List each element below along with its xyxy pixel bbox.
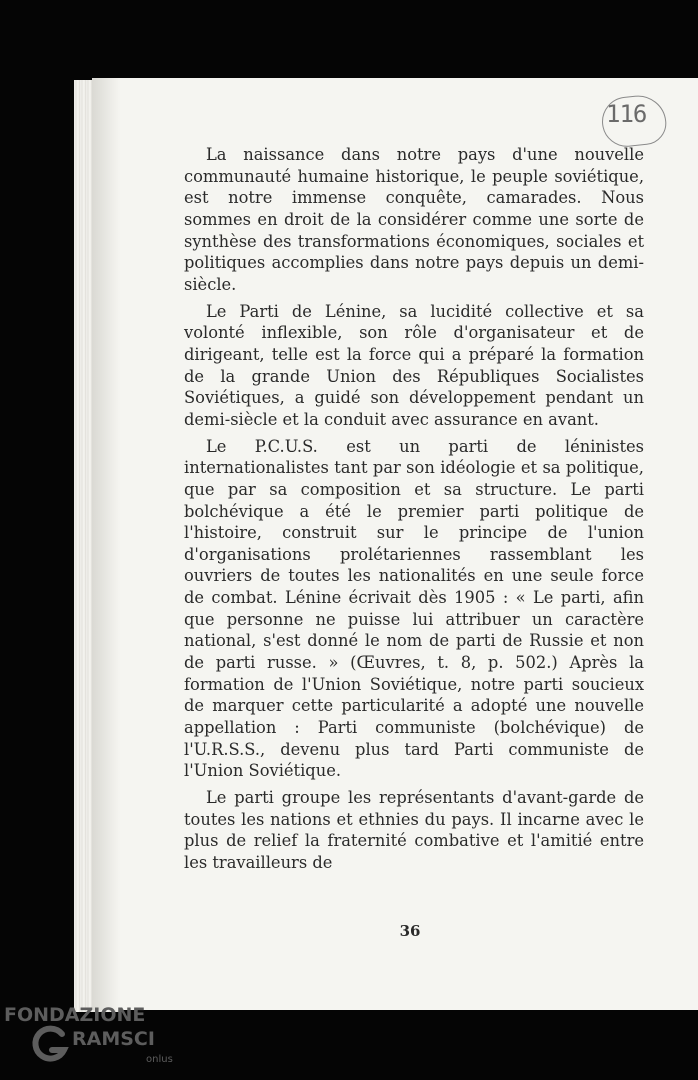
- logo-line-1: FONDAZIONE: [4, 1004, 146, 1026]
- logo-subtitle: onlus: [146, 1054, 173, 1065]
- handwritten-folio-number: 116: [606, 100, 647, 128]
- body-text: [184, 144, 644, 879]
- page-gutter-shadow: [92, 78, 120, 1010]
- paragraph-4: Le parti groupe les représentants d'avant-garde de toutes les nations et ethnies du pays. Il incarne avec le plus de relief la fraternité combative et l'amitié entre les travailleurs de: [184, 788, 644, 872]
- logo-g-icon: [28, 1022, 72, 1066]
- fondazione-gramsci-logo: [4, 1004, 184, 1074]
- paragraph-1: La naissance dans notre pays d'une nouvelle communauté humaine historique, le peuple soviétique, est notre immense conquête, camarades. Nous sommes en droit de la considérer comme une sorte de synthèse des transformations économiques, sociales et politiques accomplies dans notre pays depuis un demi-siècle.: [184, 145, 644, 294]
- logo-line-2: RAMSCI: [72, 1028, 155, 1050]
- paragraph-2: Le Parti de Lénine, sa lucidité collective et sa volonté inflexible, son rôle d'organisateur et de dirigeant, telle est la force qui a préparé la formation de la grande Union des Républiques Socialistes Soviétiques, a guidé son développement pendant un demi-siècle et la conduit avec assurance en avant.: [184, 301, 644, 429]
- page-number: 36: [399, 922, 421, 940]
- paragraph-3: Le P.C.U.S. est un parti de léninistes internationalistes tant par son idéologie et sa politique, que par sa composition et sa structure. Le parti bolchévique a été le premier parti politique de l'histoire, construit sur le principe de l'union d'organisations prolétariennes rassemblant les ouvriers de toutes les nationalités en une seule force de combat. Lénine écrivait dès 1905 : « Le parti, afin que personne ne puisse lui attribuer un caractère national, s'est donné le nom de parti de Russie et non de parti russe. » (Œuvres, t. 8, p. 502.) Après la formation de l'Union Soviétique, notre parti soucieux de marquer cette particularité a adopté une nouvelle appellation : Parti communiste (bolchévique) de l'U.R.S.S., devenu plus tard Parti communiste de l'Union Soviétique.: [184, 436, 644, 781]
